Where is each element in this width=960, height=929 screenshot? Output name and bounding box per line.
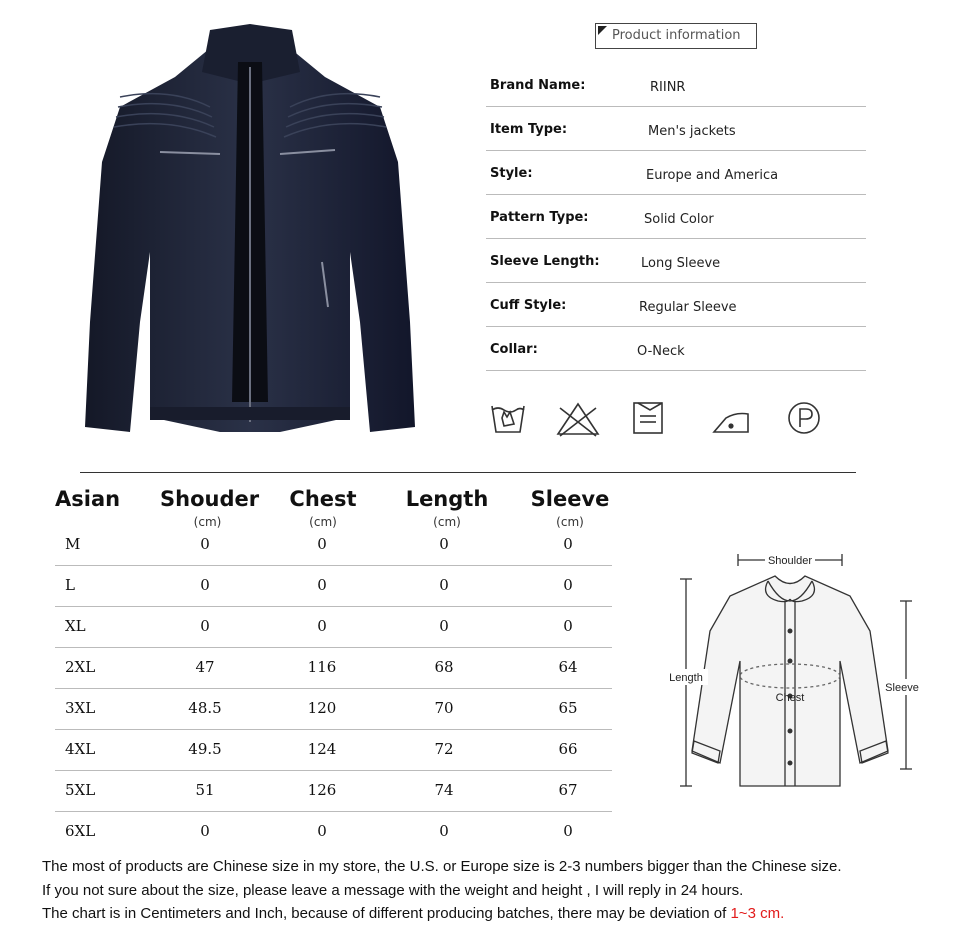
- info-key: Sleeve Length:: [490, 254, 600, 269]
- chest-cell: 0: [317, 535, 327, 553]
- table-row: [55, 730, 612, 771]
- shoulder-cell: 49.5: [188, 740, 222, 758]
- product-info-title-text: Product information: [612, 28, 741, 43]
- note-line-1: The most of products are Chinese size in my store, the U.S. or Europe size is 2-3 numbers bigger than the Chinese size.: [42, 858, 842, 875]
- size-cell: 4XL: [65, 740, 96, 758]
- info-value: O-Neck: [637, 344, 685, 359]
- info-row-pattern-type: [486, 195, 866, 239]
- table-row: [55, 566, 612, 607]
- care-icons: [486, 398, 846, 438]
- length-cell: 0: [439, 822, 449, 840]
- jacket-image: [80, 22, 420, 442]
- sleeve-cell: 64: [558, 658, 578, 676]
- info-key: Item Type:: [490, 122, 568, 137]
- length-cell: 70: [434, 699, 454, 717]
- do-not-bleach-icon: [558, 404, 598, 436]
- info-value: Long Sleeve: [641, 256, 721, 271]
- header-chest: Chest: [289, 487, 357, 511]
- product-info-table: [486, 63, 866, 371]
- info-row-sleeve-length: [486, 239, 866, 283]
- sleeve-cell: 0: [563, 617, 573, 635]
- table-row: [55, 607, 612, 648]
- info-row-cuff-style: [486, 283, 866, 327]
- info-key: Pattern Type:: [490, 210, 589, 225]
- info-key: Collar:: [490, 342, 538, 357]
- info-value: Regular Sleeve: [639, 300, 737, 315]
- info-value: Men's jackets: [648, 124, 736, 139]
- size-cell: L: [65, 576, 75, 594]
- sleeve-cell: 66: [558, 740, 578, 758]
- shoulder-cell: 47: [195, 658, 215, 676]
- note-line-3-text: The chart is in Centimeters and Inch, because of different producing batches, there may be deviation of: [42, 905, 731, 922]
- iron-low-icon: [714, 414, 748, 433]
- header-asian: Asian: [55, 487, 121, 511]
- note-line-2: If you not sure about the size, please leave a message with the weight and height , I will reply in 24 hours.: [42, 882, 744, 899]
- chest-cell: 124: [307, 740, 337, 758]
- header-shoulder: Shouder: [160, 487, 260, 511]
- chest-cell: 126: [307, 781, 337, 799]
- unit-sleeve: (cm): [556, 515, 584, 529]
- table-row: [55, 525, 612, 566]
- tumble-dry-icon: [634, 403, 662, 433]
- sleeve-cell: 67: [558, 781, 578, 799]
- unit-chest: (cm): [309, 515, 337, 529]
- table-row: [55, 812, 612, 853]
- size-cell: 5XL: [65, 781, 96, 799]
- corner-mark-icon: [598, 26, 607, 35]
- unit-shoulder: (cm): [193, 515, 222, 529]
- shoulder-cell: 0: [200, 617, 210, 635]
- shoulder-cell: 0: [200, 576, 210, 594]
- shoulder-cell: 0: [200, 822, 210, 840]
- chest-cell: 0: [317, 617, 327, 635]
- shoulder-label: Shoulder: [767, 555, 813, 567]
- info-value: Solid Color: [644, 212, 714, 227]
- table-row: [55, 648, 612, 689]
- length-cell: 0: [439, 576, 449, 594]
- chest-cell: 120: [307, 699, 337, 717]
- length-cell: 74: [434, 781, 454, 799]
- shoulder-cell: 0: [200, 535, 210, 553]
- length-label: Length: [669, 672, 703, 684]
- sleeve-cell: 0: [563, 535, 573, 553]
- shoulder-cell: 48.5: [188, 699, 222, 717]
- size-cell: 2XL: [65, 658, 96, 676]
- shoulder-cell: 51: [195, 781, 215, 799]
- chest-cell: 116: [307, 658, 337, 676]
- size-cell: 3XL: [65, 699, 96, 717]
- chest-label: Chest: [775, 692, 805, 704]
- length-cell: 0: [439, 617, 449, 635]
- deviation-highlight: 1~3 cm.: [730, 905, 785, 922]
- header-sleeve: Sleeve: [530, 487, 610, 511]
- info-row-item-type: [486, 107, 866, 151]
- info-row-collar: [486, 327, 866, 371]
- sleeve-cell: 65: [558, 699, 578, 717]
- info-row-style: [486, 151, 866, 195]
- sleeve-label: Sleeve: [885, 682, 919, 694]
- length-cell: 68: [434, 658, 454, 676]
- length-cell: 72: [434, 740, 454, 758]
- chest-cell: 0: [317, 822, 327, 840]
- product-info-title: [595, 23, 757, 49]
- table-row: [55, 771, 612, 812]
- info-key: Brand Name:: [490, 78, 586, 93]
- section-divider: [80, 472, 856, 473]
- dry-clean-p-icon: [789, 403, 819, 433]
- table-row: [55, 689, 612, 730]
- measurement-diagram: [660, 541, 928, 793]
- header-length: Length: [405, 487, 489, 511]
- info-key: Cuff Style:: [490, 298, 567, 313]
- size-cell: XL: [65, 617, 86, 635]
- info-key: Style:: [490, 166, 533, 181]
- unit-length: (cm): [433, 515, 461, 529]
- length-cell: 0: [439, 535, 449, 553]
- note-line-3: [42, 905, 784, 922]
- sleeve-cell: 0: [563, 822, 573, 840]
- info-value: Europe and America: [646, 168, 779, 183]
- info-value: RIINR: [650, 80, 686, 95]
- chest-cell: 0: [317, 576, 327, 594]
- size-cell: M: [65, 535, 81, 553]
- info-row-brand: [486, 63, 866, 107]
- hand-wash-icon: [492, 406, 524, 432]
- sleeve-cell: 0: [563, 576, 573, 594]
- size-cell: 6XL: [65, 822, 96, 840]
